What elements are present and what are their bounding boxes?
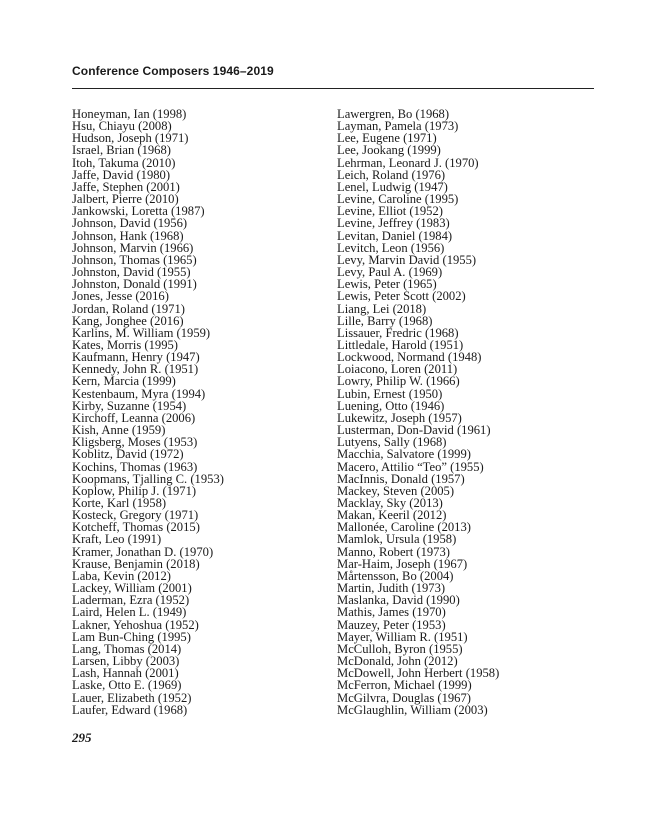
composer-entry: Lehrman, Leonard J. (1970)	[337, 155, 479, 170]
composer-entry: Macero, Attilio “Teo” (1955)	[337, 459, 484, 474]
composer-entry: Larsen, Libby (2003)	[72, 654, 180, 669]
composer-entry: Levy, Paul A. (1969)	[337, 265, 443, 280]
running-header: Conference Composers 1946–2019	[72, 64, 274, 78]
composer-entry: Kirchoff, Leanna (2006)	[72, 410, 196, 425]
composer-entry: Laird, Helen L. (1949)	[72, 605, 187, 620]
composer-entry: Lackey, William (2001)	[72, 581, 192, 596]
composer-entry: Mayer, William R. (1951)	[337, 629, 468, 644]
composer-entry: McDonald, John (2012)	[337, 654, 458, 669]
composer-entry: Lewis, Peter (1965)	[337, 277, 437, 292]
composer-entry: McDowell, John Herbert (1958)	[337, 666, 500, 681]
composer-entry: Mamlok, Ursula (1958)	[337, 532, 457, 547]
composer-entry: McFerron, Michael (1999)	[337, 678, 472, 693]
composer-entry: Mackey, Steven (2005)	[337, 483, 455, 498]
composer-entry: Mårtensson, Bo (2004)	[337, 568, 454, 583]
composer-entry: Jaffe, Stephen (2001)	[72, 179, 180, 194]
composer-entry: Lam Bun-Ching (1995)	[72, 629, 191, 644]
composer-entry: Jones, Jesse (2016)	[72, 289, 169, 304]
composer-entry: Kochins, Thomas (1963)	[72, 459, 198, 474]
composer-entry: Mathis, James (1970)	[337, 605, 446, 620]
composer-entry: Levy, Marvin David (1955)	[337, 252, 477, 267]
composer-entry: Kligsberg, Moses (1953)	[72, 435, 198, 450]
composer-entry: Mallonée, Caroline (2013)	[337, 520, 471, 535]
composer-entry: Kang, Jonghee (2016)	[72, 313, 184, 328]
composer-entry: Koplow, Philip J. (1971)	[72, 483, 197, 498]
composer-entry: Liang, Lei (2018)	[337, 301, 427, 316]
composer-entry: Mauzey, Peter (1953)	[337, 617, 446, 632]
composer-entry: Johnston, David (1955)	[72, 265, 191, 280]
composer-entry: Israel, Brian (1968)	[72, 143, 171, 158]
composer-entry: Lee, Eugene (1971)	[337, 131, 437, 146]
composer-entry: Lash, Hannah (2001)	[72, 666, 179, 681]
composer-entry: Lawergren, Bo (1968)	[337, 107, 450, 121]
composer-entry: Hsu, Chiayu (2008)	[72, 119, 172, 134]
composer-entry: Luening, Otto (1946)	[337, 398, 445, 413]
composer-entry: McGilvra, Douglas (1967)	[337, 690, 471, 705]
composer-entry: Lubin, Ernest (1950)	[337, 386, 443, 401]
composer-entry: Kramer, Jonathan D. (1970)	[72, 544, 214, 559]
composer-entry: Layman, Pamela (1973)	[337, 119, 459, 134]
composer-entry: Lutyens, Sally (1968)	[337, 435, 447, 450]
header-rule	[72, 88, 594, 89]
composer-entry: Jordan, Roland (1971)	[72, 301, 185, 316]
composer-entry: Lowry, Philip W. (1966)	[337, 374, 460, 389]
composer-entry: Johnson, David (1956)	[72, 216, 188, 231]
composer-entry: Johnson, Hank (1968)	[72, 228, 184, 243]
composer-entry: Kates, Morris (1995)	[72, 337, 178, 352]
composer-entry: Laba, Kevin (2012)	[72, 568, 171, 583]
composer-entry: Kern, Marcia (1999)	[72, 374, 176, 389]
composer-entry: Hudson, Joseph (1971)	[72, 131, 189, 146]
composer-entry: Kish, Anne (1959)	[72, 423, 166, 438]
composer-entry: Laufer, Edward (1968)	[72, 702, 188, 717]
composer-entry: Johnson, Thomas (1965)	[72, 252, 197, 267]
composer-entry: Lissauer, Fredric (1968)	[337, 325, 459, 340]
composer-entry: Macklay, Sky (2013)	[337, 496, 443, 510]
composer-entry: Jaffe, David (1980)	[72, 167, 171, 182]
composer-entry: Kotcheff, Thomas (2015)	[72, 520, 200, 535]
composer-entry: Levine, Elliot (1952)	[337, 204, 443, 219]
composer-entry: Maslanka, David (1990)	[337, 593, 460, 608]
composer-entry: Kaufmann, Henry (1947)	[72, 350, 200, 365]
composer-entry: Lille, Barry (1968)	[337, 313, 433, 328]
composer-entry: Krause, Benjamin (2018)	[72, 556, 200, 571]
composer-entry: MacInnis, Donald (1957)	[337, 471, 465, 486]
composer-entry: Laske, Otto E. (1969)	[72, 678, 182, 693]
composer-entry: McCulloh, Byron (1955)	[337, 641, 463, 656]
composer-entry: Kirby, Suzanne (1954)	[72, 398, 187, 413]
composer-entry: Koblitz, David (1972)	[72, 447, 184, 462]
composer-entry: Levitch, Leon (1956)	[337, 240, 445, 255]
composer-entry: Lakner, Yehoshua (1952)	[72, 617, 199, 632]
composer-entry: Martin, Judith (1973)	[337, 581, 446, 596]
composer-entry: Jankowski, Loretta (1987)	[72, 204, 205, 219]
composer-entry: McGlaughlin, William (2003)	[337, 702, 488, 717]
composer-entry: Korte, Karl (1958)	[72, 496, 167, 510]
composer-entry: Levitan, Daniel (1984)	[337, 228, 453, 243]
composer-entry: Lenel, Ludwig (1947)	[337, 179, 448, 194]
composer-entry: Koopmans, Tjalling C. (1953)	[72, 471, 224, 486]
composer-entry: Lukewitz, Joseph (1957)	[337, 410, 462, 425]
composer-entry: Littledale, Harold (1951)	[337, 337, 464, 352]
composer-entry: Jalbert, Pierre (2010)	[72, 192, 179, 207]
composer-entry: Macchia, Salvatore (1999)	[337, 447, 471, 462]
composer-entry: Manno, Robert (1973)	[337, 544, 450, 559]
composer-entry: Loiacono, Loren (2011)	[337, 362, 458, 377]
composer-entry: Laderman, Ezra (1952)	[72, 593, 190, 608]
composer-entry: Levine, Caroline (1995)	[337, 192, 459, 207]
composer-entry: Lang, Thomas (2014)	[72, 641, 182, 656]
composer-entry: Karlins, M. William (1959)	[72, 325, 211, 340]
page-number: 295	[72, 730, 92, 745]
composer-entry: Makan, Keeril (2012)	[337, 508, 447, 523]
composer-entry: Kestenbaum, Myra (1994)	[72, 386, 206, 401]
composer-entry: Kraft, Leo (1991)	[72, 532, 162, 547]
composer-entry: Lusterman, Don-David (1961)	[337, 423, 491, 438]
composer-entry: Kennedy, John R. (1951)	[72, 362, 199, 377]
composer-entry: Mar-Haim, Joseph (1967)	[337, 556, 468, 571]
composer-entry: Lewis, Peter Scott (2002)	[337, 289, 466, 304]
composer-list-left	[72, 108, 224, 716]
composer-entry: Lauer, Elizabeth (1952)	[72, 690, 192, 705]
composer-entry: Levine, Jeffrey (1983)	[337, 216, 450, 231]
composer-entry: Itoh, Takuma (2010)	[72, 155, 176, 170]
composer-entry: Lockwood, Normand (1948)	[337, 350, 482, 365]
composer-entry: Johnston, Donald (1991)	[72, 277, 197, 292]
composer-entry: Johnson, Marvin (1966)	[72, 240, 194, 255]
composer-entry: Leich, Roland (1976)	[337, 167, 446, 182]
composer-entry: Honeyman, Ian (1998)	[72, 107, 187, 121]
composer-list-right	[337, 108, 499, 716]
composer-entry: Kosteck, Gregory (1971)	[72, 508, 199, 523]
composer-entry: Lee, Jookang (1999)	[337, 143, 441, 158]
